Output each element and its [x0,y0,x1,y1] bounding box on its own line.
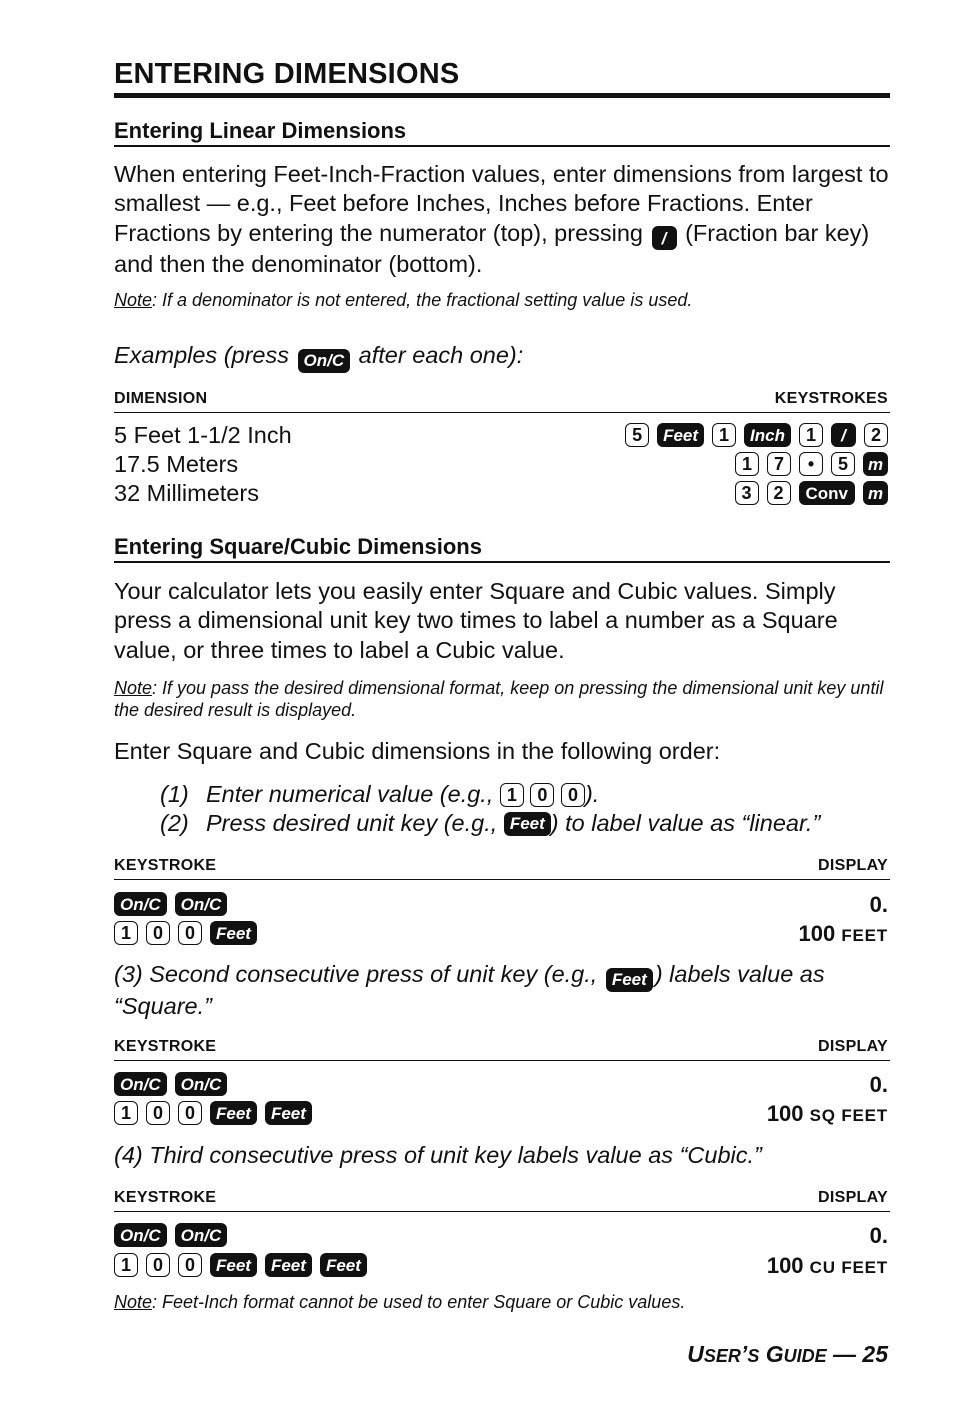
feet-key: Feet [320,1253,367,1277]
feet-key: Feet [606,968,653,992]
feet-key: Feet [210,1253,257,1277]
digit-key: 0 [178,1101,202,1125]
on-c-key: On/C [175,1072,228,1096]
display-value: 100 CU FEET [766,1253,888,1278]
fraction-bar-key: / [831,423,856,447]
page-footer: USER’S GUIDE — 25 [687,1341,888,1367]
steps-list [160,780,820,838]
order-text: Enter Square and Cubic dimensions in the following order: [114,738,721,764]
digit-key: 0 [178,921,202,945]
digit-key: 1 [114,921,138,945]
digit-key: 0 [146,1253,170,1277]
display-value: 100 SQ FEET [766,1101,888,1126]
table-row [114,1251,890,1280]
keystroke-sequence [114,921,257,945]
keystroke-sequence [114,1101,312,1125]
on-c-key: On/C [114,1223,167,1247]
keystroke-sequence [735,452,888,476]
page-title: ENTERING DIMENSIONS [114,58,890,98]
table-row [114,1099,890,1128]
step-4-text: (4) Third consecutive press of unit key labels value as “Cubic.” [114,1142,762,1168]
keystroke-sequence [114,1072,227,1096]
on-c-key: On/C [114,892,167,916]
display-value: 0. [869,1223,888,1248]
digit-key: 1 [500,783,524,807]
display-value: 0. [869,1072,888,1097]
list-item: (1) Enter numerical value (e.g., 1 0 0 ). [160,780,600,807]
feet-key: Feet [210,1101,257,1125]
digit-key: 7 [767,452,791,476]
feet-key: Feet [265,1253,312,1277]
linear-paragraph: When entering Feet-Inch-Fraction values, enter dimensions from largest to smallest — e.g., Feet before Inches, Inches before Fractions. Enter Fractions by entering the numerator (top), pressing / (Fraction bar key) and then the denominator (bottom). [114,161,889,278]
keystroke-sequence [114,1223,227,1247]
digit-key: 2 [767,481,791,505]
meter-key: m [863,452,888,476]
keystroke-sequence [114,1253,367,1277]
square-paragraph: Your calculator lets you easily enter Square and Cubic values. Simply press a dimensional unit key two times to label a number as a Square value, or three times to label a Cubic value. [114,578,838,663]
digit-key: 2 [864,423,888,447]
digit-key: 0 [146,921,170,945]
table-row [114,919,890,948]
section-heading-square-cubic: Entering Square/Cubic Dimensions [114,534,890,563]
digit-key: 5 [625,423,649,447]
feet-key: Feet [265,1101,312,1125]
dimension-table-header: DIMENSION KEYSTROKES [114,390,890,413]
on-c-key: On/C [114,1072,167,1096]
keystroke-sequence [625,423,888,447]
digit-key: 5 [831,452,855,476]
table-row [114,1070,890,1099]
digit-key: 0 [146,1101,170,1125]
feet-key: Feet [504,812,551,836]
display-value: 0. [869,892,888,917]
examples-line: Examples (press On/C after each one): [114,342,523,373]
keystroke-display-header: KEYSTROKE DISPLAY [114,1189,890,1212]
on-c-key: On/C [175,892,228,916]
digit-key: 0 [178,1253,202,1277]
keystroke-sequence [735,481,889,505]
on-c-key: On/C [175,1223,228,1247]
table-row [114,890,890,919]
digit-key: 0 [561,783,585,807]
feet-key: Feet [210,921,257,945]
keystroke-display-header: KEYSTROKE DISPLAY [114,857,890,880]
table-row: 17.5 Meters 1 7 • 5 m [114,450,890,479]
fraction-bar-key: / [652,226,677,250]
inch-key: Inch [744,423,791,447]
digit-key: 0 [530,783,554,807]
digit-key: 1 [712,423,736,447]
digit-key: 3 [735,481,759,505]
digit-key: 1 [114,1101,138,1125]
square-note: Note: If you pass the desired dimensional format, keep on pressing the dimensional unit key until the desired result is displayed. [114,678,884,720]
conv-key: Conv [799,481,856,505]
digit-key: 1 [799,423,823,447]
table-row: 5 Feet 1-1/2 Inch 5 Feet 1 Inch 1 / 2 [114,421,890,450]
meter-key: m [863,481,888,505]
section-heading-linear: Entering Linear Dimensions [114,118,890,147]
table-row: 32 Millimeters 3 2 Conv m [114,479,890,508]
digit-key: 1 [735,452,759,476]
keystroke-display-header: KEYSTROKE DISPLAY [114,1038,890,1061]
table-row [114,1221,890,1250]
linear-note: Note: If a denominator is not entered, the fractional setting value is used. [114,290,693,310]
feet-inch-note: Note: Feet-Inch format cannot be used to enter Square or Cubic values. [114,1292,686,1312]
display-value: 100 FEET [798,921,888,946]
keystroke-sequence [114,892,227,916]
list-item: (2) Press desired unit key (e.g., Feet ) to label value as “linear.” [160,809,821,836]
digit-key: 1 [114,1253,138,1277]
on-c-key: On/C [298,349,351,373]
feet-key: Feet [657,423,704,447]
step-3-text: (3) Second consecutive press of unit key (e.g., Feet ) labels value as “Square.” [114,961,825,1019]
decimal-point-key: • [799,452,823,476]
